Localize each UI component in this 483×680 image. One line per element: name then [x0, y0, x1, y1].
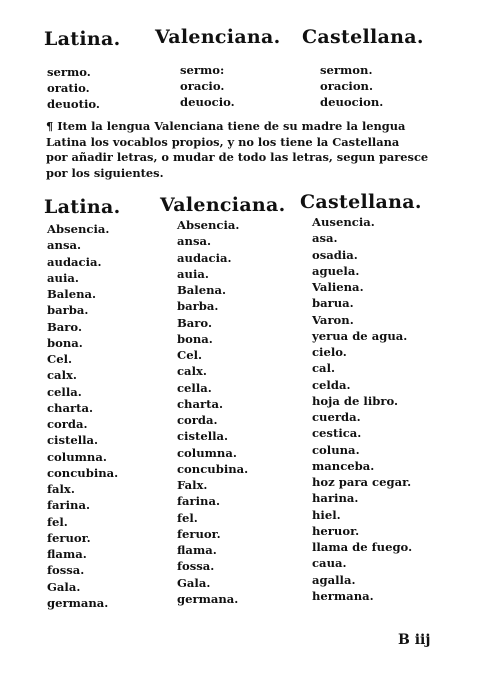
list-item: fossa. — [47, 563, 85, 578]
list-item: aguela. — [312, 263, 360, 278]
list-item: hoz para cegar. — [312, 475, 412, 489]
list-item: Varon. — [312, 312, 354, 327]
list-item: cella. — [177, 380, 212, 395]
list-item: Valiena. — [312, 280, 364, 294]
list-item: auia. — [47, 270, 79, 285]
list-item: cella. — [47, 384, 82, 399]
header-castellana-main: Castellana. — [300, 191, 422, 213]
top-column-valenciana — [180, 62, 235, 110]
list-item: oracion. — [320, 79, 374, 93]
list-item: barba. — [177, 299, 219, 314]
list-item: Ausencia. — [312, 215, 375, 229]
main-column-castellana — [312, 214, 412, 604]
list-item: concubina. — [177, 461, 249, 476]
list-item: corda. — [47, 417, 88, 431]
list-item: llama de fuego. — [312, 540, 413, 554]
list-item: flama. — [177, 543, 217, 557]
top-column-castellana — [320, 62, 383, 110]
list-item: Balena. — [177, 283, 227, 297]
list-item: osadia. — [312, 247, 358, 262]
list-item: Gala. — [47, 579, 81, 594]
header-latina-top: Latina. — [44, 28, 121, 50]
intro-paragraph — [46, 119, 466, 181]
list-item: cistella. — [47, 433, 99, 448]
paragraph-line: ¶ Item la lengua Valenciana tiene de su madre la lengua — [46, 119, 406, 133]
signature-mark: B iij — [398, 632, 431, 648]
list-item: caua. — [312, 556, 347, 571]
paragraph-line: Latina los vocablos propios, y no los tiene la Castellana — [46, 134, 400, 149]
list-item: deuocio. — [180, 95, 235, 109]
list-item: cistella. — [177, 429, 229, 444]
list-item: germana. — [47, 595, 109, 610]
list-item: sermo. — [47, 65, 91, 79]
list-item: columna. — [177, 445, 237, 460]
list-item: ansa. — [47, 238, 82, 253]
header-valenciana-top: Valenciana. — [155, 26, 281, 48]
list-item: fel. — [47, 514, 68, 529]
list-item: harina. — [312, 491, 359, 506]
list-item: cielo. — [312, 345, 347, 359]
list-item: barua. — [312, 296, 354, 311]
paragraph-line: por añadir letras, o mudar de todo las letras, segun paresce — [46, 150, 429, 164]
list-item: cal. — [312, 361, 336, 376]
list-item: sermon. — [320, 63, 373, 77]
paragraph-line: por los siguientes. — [46, 165, 164, 180]
list-item: farina. — [177, 494, 220, 509]
list-item: charta. — [177, 396, 224, 411]
list-item: flama. — [47, 547, 87, 561]
list-item: fossa. — [177, 559, 215, 574]
list-item: Balena. — [47, 287, 97, 301]
list-item: hoja de libro. — [312, 393, 399, 408]
list-item: asa. — [312, 231, 338, 246]
list-item: concubina. — [47, 465, 119, 480]
list-item: Cel. — [177, 348, 203, 362]
list-item: ansa. — [177, 234, 212, 249]
list-item: feruor. — [47, 530, 91, 545]
header-castellana-top: Castellana. — [302, 26, 424, 48]
list-item: farina. — [47, 498, 90, 513]
list-item: Baro. — [177, 315, 212, 330]
list-item: Falx. — [177, 478, 208, 492]
list-item: cestica. — [312, 426, 362, 441]
list-item: deuotio. — [47, 97, 100, 111]
list-item: coluna. — [312, 442, 360, 457]
list-item: Cel. — [47, 352, 73, 366]
header-valenciana-main: Valenciana. — [160, 194, 286, 216]
list-item: corda. — [177, 413, 218, 427]
list-item: Absencia. — [47, 222, 110, 236]
list-item: Baro. — [47, 319, 82, 334]
list-item: yerua de agua. — [312, 328, 408, 343]
list-item: charta. — [47, 400, 94, 415]
list-item: bona. — [47, 335, 83, 350]
list-item: auia. — [177, 266, 209, 281]
top-column-latina — [47, 64, 100, 112]
list-item: Gala. — [177, 575, 211, 590]
list-item: falx. — [47, 482, 75, 496]
list-item: germana. — [177, 591, 239, 606]
list-item: sermo: — [180, 63, 225, 77]
list-item: manceba. — [312, 458, 375, 473]
list-item: calx. — [47, 368, 77, 383]
list-item: celda. — [312, 377, 351, 392]
list-item: oracio. — [180, 79, 225, 93]
list-item: bona. — [177, 331, 213, 346]
list-item: hermana. — [312, 588, 374, 603]
list-item: calx. — [177, 364, 207, 379]
list-item: hiel. — [312, 507, 341, 522]
list-item: fel. — [177, 510, 198, 525]
list-item: columna. — [47, 449, 107, 464]
list-item: audacia. — [177, 250, 232, 265]
list-item: Absencia. — [177, 218, 240, 232]
list-item: feruor. — [177, 526, 221, 541]
list-item: deuocion. — [320, 95, 384, 109]
list-item: barba. — [47, 303, 89, 318]
list-item: agalla. — [312, 572, 356, 587]
list-item: audacia. — [47, 254, 102, 269]
list-item: oratio. — [47, 81, 90, 95]
main-column-latina — [47, 221, 118, 611]
main-column-valenciana — [177, 217, 248, 607]
list-item: heruor. — [312, 523, 360, 538]
list-item: cuerda. — [312, 410, 361, 424]
header-latina-main: Latina. — [44, 196, 121, 218]
